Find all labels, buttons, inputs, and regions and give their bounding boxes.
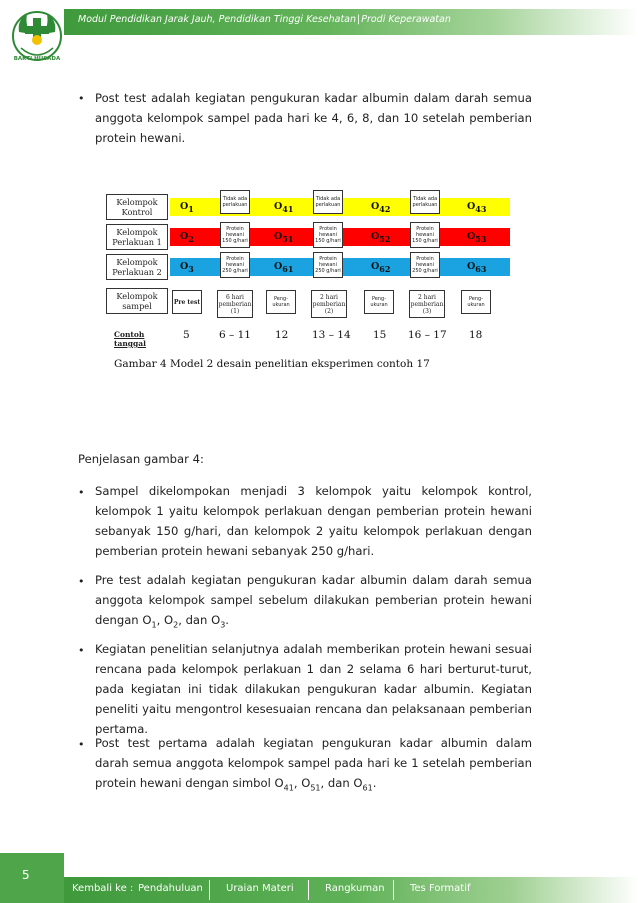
nav-link-tes-formatif[interactable]: Tes Formatif — [410, 883, 471, 894]
date-value: 6 – 11 — [219, 329, 251, 341]
pre-test-cell: Pre test — [172, 290, 202, 314]
treatment-cell: Protein hewani 150 g/hari — [410, 222, 440, 248]
step-cell: Peng-ukuran — [461, 290, 491, 314]
observation-symbol: $O_3$ — [180, 261, 194, 274]
treatment-cell: Tidak ada perlakuan — [313, 190, 343, 214]
treatment-cell: Protein hewani 150 g/hari — [313, 222, 343, 248]
date-value: 18 — [469, 329, 483, 341]
observation-symbol: $O_{61}$ — [274, 261, 294, 274]
nav-link-pendahuluan[interactable]: Pendahuluan — [138, 883, 203, 894]
page-number: 5 — [22, 868, 30, 882]
bullet-icon: • — [78, 575, 85, 588]
treatment-cell: Protein hewani 250 g/hari — [313, 252, 343, 278]
observation-symbol: $O_{51}$ — [274, 231, 294, 244]
step-cell: Peng-ukuran — [364, 290, 394, 314]
observation-symbol: $O_{43}$ — [467, 201, 487, 214]
explanation-heading: Penjelasan gambar 4: — [78, 452, 204, 466]
group-label-kontrol: Kelompok Kontrol — [106, 194, 168, 220]
nav-link-rangkuman[interactable]: Rangkuman — [325, 883, 385, 894]
bakti-husada-logo-icon — [7, 4, 67, 72]
observation-symbol: $O_{63}$ — [467, 261, 487, 274]
bullet-icon: • — [78, 738, 85, 751]
bullet-text-post-test: Post test pertama adalah kegiatan pengukuran kadar albumin dalam darah semua anggota kelompok sampel pada hari ke 1 setelah pemberian protein hewani dengan simbol $O_{41}$, $O_{51}$, dan $O_{61}$. — [95, 736, 532, 793]
header-title: Modul Pendidikan Jarak Jauh, Pendidikan Tinggi Kesehatan|Prodi Keperawatan — [78, 14, 451, 25]
footer-separator — [308, 880, 309, 900]
bullet-icon: • — [78, 486, 85, 499]
group-label-sampel: Kelompok sampel — [106, 288, 168, 314]
group-label-perlakuan-2: Kelompok Perlakuan 2 — [106, 254, 168, 280]
date-value: 15 — [373, 329, 387, 341]
footer-separator — [393, 880, 394, 900]
page-number-box — [0, 853, 64, 903]
bullet-icon: • — [78, 644, 85, 657]
bullet-text-pre-test: Pre test adalah kegiatan pengukuran kadar albumin dalam darah semua anggota kelompok sampel sebelum dilakukan pemberian protein hewani dengan $O_1$, $O_2$, dan $O_3$. — [95, 573, 532, 630]
research-design-figure — [100, 186, 540, 386]
step-cell: 6 hari pemberian (1) — [217, 290, 253, 318]
footer-back-label: Kembali ke : — [72, 883, 134, 894]
date-value: 5 — [183, 329, 190, 341]
observation-symbol: $O_{42}$ — [371, 201, 391, 214]
observation-symbol: $O_1$ — [180, 201, 194, 214]
observation-symbol: $O_{52}$ — [371, 231, 391, 244]
group-label-perlakuan-1: Kelompok Perlakuan 1 — [106, 224, 168, 250]
treatment-cell: Tidak ada perlakuan — [220, 190, 250, 214]
observation-symbol: $O_{41}$ — [274, 201, 294, 214]
footer-separator — [209, 880, 210, 900]
intro-bullet-text: Post test adalah kegiatan pengukuran kadar albumin dalam darah semua anggota kelompok sampel pada hari ke 4, 6, 8, dan 10 setelah pemberian protein hewani. — [95, 91, 532, 145]
date-value: 16 – 17 — [408, 329, 447, 341]
figure-caption: Gambar 4 Model 2 desain penelitian eksperimen contoh 17 — [114, 358, 430, 370]
observation-symbol: $O_{62}$ — [371, 261, 391, 274]
observation-symbol: $O_2$ — [180, 231, 194, 244]
treatment-cell: Tidak ada perlakuan — [410, 190, 440, 214]
nav-link-uraian-materi[interactable]: Uraian Materi — [226, 883, 294, 894]
bullet-icon: • — [78, 92, 85, 105]
step-cell: 2 hari pemberian (2) — [311, 290, 347, 318]
observation-symbol: $O_{53}$ — [467, 231, 487, 244]
treatment-cell: Protein hewani 250 g/hari — [220, 252, 250, 278]
bullet-text-kegiatan: Kegiatan penelitian selanjutnya adalah memberikan protein hewani sesuai rencana pada kelompok perlakuan 1 dan 2 selama 6 hari berturut-turut, pada kegiatan ini tidak dilakukan pengukuran kadar albumin. Kegiatan peneliti yaitu mengontrol kesesuaian rencana dan pelaksanaan pemberian pertama. — [95, 642, 532, 736]
date-value: 13 – 14 — [312, 329, 351, 341]
step-cell: Peng-ukuran — [266, 290, 296, 314]
treatment-cell: Protein hewani 150 g/hari — [220, 222, 250, 248]
logo-text: BAKTI HUSADA — [13, 56, 61, 62]
bullet-text-sampel: Sampel dikelompokan menjadi 3 kelompok yaitu kelompok kontrol, kelompok 1 yaitu kelompok perlakuan dengan pemberian protein hewani sebanyak 150 g/hari, dan kelompok 2 yaitu kelompok perlakuan dengan pemberian protein hewani sebanyak 250 g/hari. — [95, 484, 532, 558]
date-value: 12 — [275, 329, 289, 341]
date-label: Contoh tanggal — [114, 330, 146, 348]
treatment-cell: Protein hewani 250 g/hari — [410, 252, 440, 278]
step-cell: 2 hari pemberian (3) — [409, 290, 445, 318]
